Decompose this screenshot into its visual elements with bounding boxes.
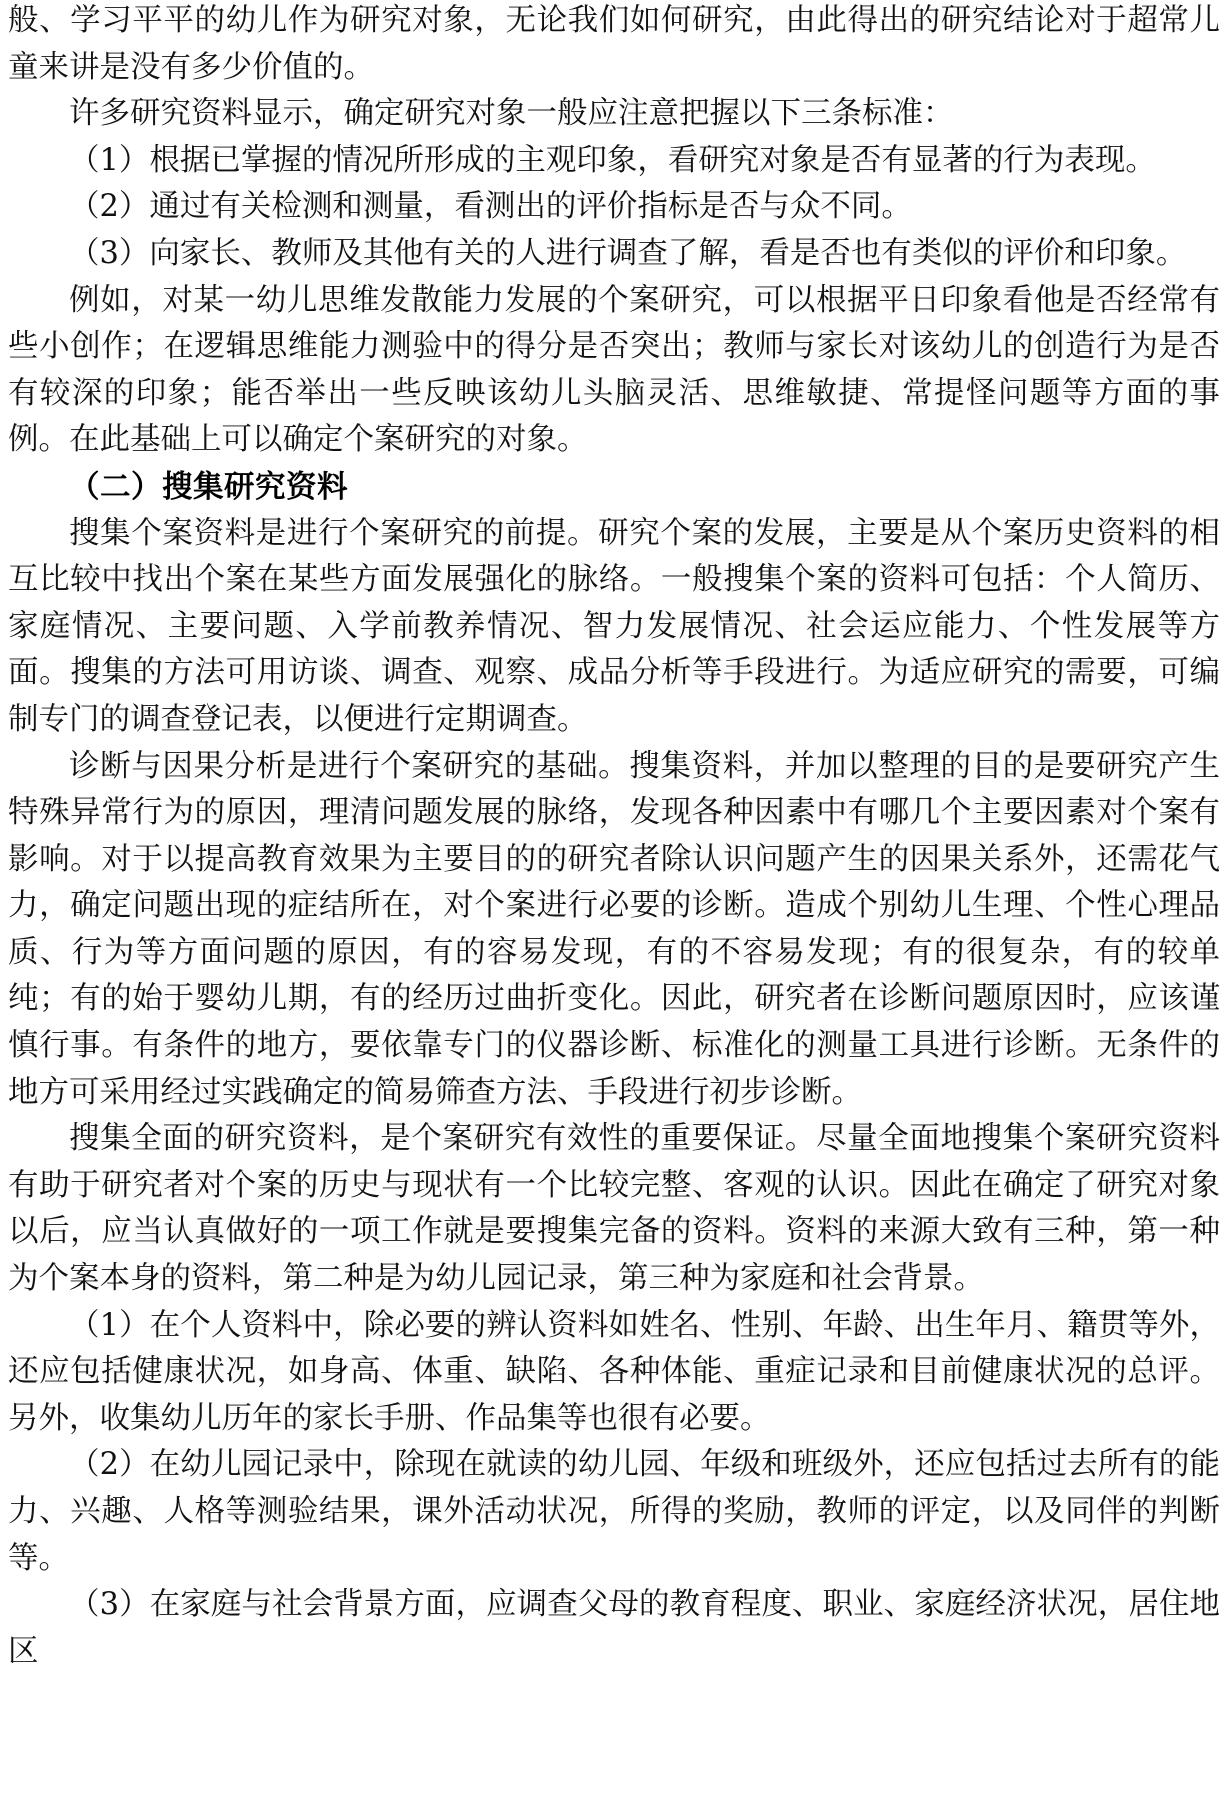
paragraph: 许多研究资料显示，确定研究对象一般应注意把握以下三条标准： (69, 96, 954, 132)
list-item: （1）在个人资料中，除必要的辨认资料如姓名、性别、年龄、出生年月、籍贯等外，还应包括健康状况，如身高、体重、缺陷、各种体能、重症记录和目前健康状况的总评。另外，收集幼儿历年的家长手册、作品集等也很有必要。 (8, 1307, 1220, 1436)
section-heading: （二）搜集研究资料 (69, 468, 348, 505)
text-column (8, 0, 1220, 1675)
paragraph: 搜集全面的研究资料，是个案研究有效性的重要保证。尽量全面地搜集个案研究资料有助于研究者对个案的历史与现状有一个比较完整、客观的认识。因此在确定了研究对象以后，应当认真做好的一项工作就是要搜集完备的资料。资料的来源大致有三种，第一种为个案本身的资料，第二种是为幼儿园记录，第三种为家庭和社会背景。 (8, 1121, 1220, 1297)
paragraph: 诊断与因果分析是进行个案研究的基础。搜集资料，并加以整理的目的是要研究产生特殊异常行为的原因，理清问题发展的脉络，发现各种因素中有哪几个主要因素对个案有影响。对于以提高教育效果为主要目的的研究者除认识问题产生的因果关系外，还需花气力，确定问题出现的症结所在，对个案进行必要的诊断。造成个别幼儿生理、个性心理品质、行为等方面问题的原因，有的容易发现，有的不容易发现；有的很复杂，有的较单纯；有的始于婴幼儿期，有的经历过曲折变化。因此，研究者在诊断问题原因时，应该谨慎行事。有条件的地方，要依靠专门的仪器诊断、标准化的测量工具进行诊断。无条件的地方可采用经过实践确定的简易筛查方法、手段进行初步诊断。 (8, 748, 1220, 1110)
list-item: （3）向家长、教师及其他有关的人进行调查了解，看是否也有类似的评价和印象。 (69, 235, 1187, 271)
list-item: （3）在家庭与社会背景方面，应调查父母的教育程度、职业、家庭经济状况，居住地区 (8, 1587, 1220, 1669)
list-item: （1）根据已掌握的情况所形成的主观印象，看研究对象是否有显著的行为表现。 (69, 142, 1156, 178)
list-item: （2）在幼儿园记录中，除现在就读的幼儿园、年级和班级外，还应包括过去所有的能力、兴趣、人格等测验结果，课外活动状况，所得的奖励，教师的评定，以及同伴的判断等。 (8, 1447, 1220, 1576)
paragraph: 搜集个案资料是进行个案研究的前提。研究个案的发展，主要是从个案历史资料的相互比较中找出个案在某些方面发展强化的脉络。一般搜集个案的资料可包括：个人简历、家庭情况、主要问题、入学前教养情况、智力发展情况、社会运应能力、个性发展等方面。搜集的方法可用访谈、调查、观察、成品分析等手段进行。为适应研究的需要，可编制专门的调查登记表，以便进行定期调查。 (8, 515, 1220, 737)
paragraph-continued: 般、学习平平的幼儿作为研究对象，无论我们如何研究，由此得出的研究结论对于超常儿童来讲是没有多少价值的。 (8, 3, 1220, 85)
list-item: （2）通过有关检测和测量，看测出的评价指标是否与众不同。 (69, 189, 912, 225)
paragraph: 例如，对某一幼儿思维发散能力发展的个案研究，可以根据平日印象看他是否经常有些小创作；在逻辑思维能力测验中的得分是否突出；教师与家长对该幼儿的创造行为是否有较深的印象；能否举出一些反映该幼儿头脑灵活、思维敏捷、常提怪问题等方面的事例。在此基础上可以确定个案研究的对象。 (8, 282, 1220, 458)
